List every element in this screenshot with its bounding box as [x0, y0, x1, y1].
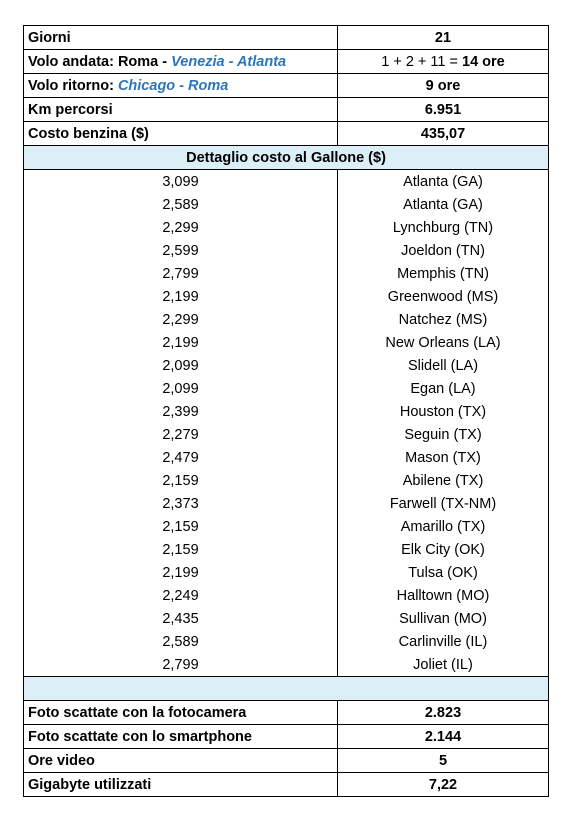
volo-ritorno-value[interactable]: 9 ore: [338, 74, 549, 98]
gas-city-cell[interactable]: Greenwood (MS): [338, 285, 549, 308]
gas-price-cell[interactable]: 3,099: [24, 170, 338, 194]
volo-ritorno-cell[interactable]: [24, 74, 338, 98]
gas-price-cell[interactable]: 2,599: [24, 239, 338, 262]
footer-stat-row: [24, 701, 549, 725]
footer-stat-row: [24, 773, 549, 797]
gas-price-cell[interactable]: 2,373: [24, 492, 338, 515]
gas-city-cell[interactable]: Joliet (IL): [338, 653, 549, 677]
table-body: [24, 26, 549, 797]
row-spacer: [24, 677, 549, 701]
gas-price-cell[interactable]: 2,159: [24, 538, 338, 561]
footer-stat-value[interactable]: 2.823: [338, 701, 549, 725]
footer-stat-value[interactable]: 7,22: [338, 773, 549, 797]
row-giorni: [24, 26, 549, 50]
costo-benzina-label[interactable]: Costo benzina ($): [24, 122, 338, 146]
footer-stat-label[interactable]: Foto scattate con la fotocamera: [24, 701, 338, 725]
gas-price-row: [24, 377, 549, 400]
gas-price-cell[interactable]: 2,099: [24, 377, 338, 400]
gas-price-row: [24, 515, 549, 538]
trip-summary-table: [23, 25, 549, 797]
gas-price-row: [24, 170, 549, 194]
gas-price-row: [24, 469, 549, 492]
gas-city-cell[interactable]: Mason (TX): [338, 446, 549, 469]
footer-stat-row: [24, 749, 549, 773]
volo-ritorno-route: Chicago - Roma: [117, 77, 229, 94]
gas-price-row: [24, 239, 549, 262]
row-volo-andata: [24, 50, 549, 74]
gas-city-cell[interactable]: Atlanta (GA): [338, 170, 549, 194]
gas-city-cell[interactable]: New Orleans (LA): [338, 331, 549, 354]
costo-benzina-value[interactable]: 435,07: [338, 122, 549, 146]
row-km-percorsi: [24, 98, 549, 122]
row-detail-header: [24, 146, 549, 170]
gas-city-cell[interactable]: Natchez (MS): [338, 308, 549, 331]
gas-price-row: [24, 354, 549, 377]
gas-price-row: [24, 262, 549, 285]
volo-andata-cell[interactable]: [24, 50, 338, 74]
footer-stat-value[interactable]: 2.144: [338, 725, 549, 749]
gas-city-cell[interactable]: Abilene (TX): [338, 469, 549, 492]
gas-city-cell[interactable]: Lynchburg (TN): [338, 216, 549, 239]
gas-price-cell[interactable]: 2,589: [24, 630, 338, 653]
gas-price-cell[interactable]: 2,299: [24, 308, 338, 331]
gas-city-cell[interactable]: Carlinville (IL): [338, 630, 549, 653]
gas-city-cell[interactable]: Joeldon (TN): [338, 239, 549, 262]
footer-stat-label[interactable]: Gigabyte utilizzati: [24, 773, 338, 797]
gas-city-cell[interactable]: Amarillo (TX): [338, 515, 549, 538]
footer-stat-value[interactable]: 5: [338, 749, 549, 773]
footer-stat-label[interactable]: Foto scattate con lo smartphone: [24, 725, 338, 749]
gas-price-row: [24, 193, 549, 216]
gas-price-cell[interactable]: 2,199: [24, 285, 338, 308]
gas-price-row: [24, 653, 549, 677]
gas-city-cell[interactable]: Tulsa (OK): [338, 561, 549, 584]
gas-price-row: [24, 423, 549, 446]
gas-price-row: [24, 561, 549, 584]
volo-andata-total: 14 ore: [462, 53, 505, 70]
volo-andata-expression: 1 + 2 + 11 =: [381, 53, 463, 70]
gas-city-cell[interactable]: Houston (TX): [338, 400, 549, 423]
gas-city-cell[interactable]: Farwell (TX-NM): [338, 492, 549, 515]
gas-price-row: [24, 308, 549, 331]
gas-price-row: [24, 630, 549, 653]
gas-price-cell[interactable]: 2,099: [24, 354, 338, 377]
gas-price-row: [24, 492, 549, 515]
km-percorsi-value[interactable]: 6.951: [338, 98, 549, 122]
gas-price-cell[interactable]: 2,799: [24, 262, 338, 285]
volo-andata-value-cell[interactable]: [338, 50, 549, 74]
gas-city-cell[interactable]: Memphis (TN): [338, 262, 549, 285]
footer-stat-label[interactable]: Ore video: [24, 749, 338, 773]
gas-price-row: [24, 331, 549, 354]
gas-price-cell[interactable]: 2,299: [24, 216, 338, 239]
gas-price-cell[interactable]: 2,399: [24, 400, 338, 423]
gas-city-cell[interactable]: Elk City (OK): [338, 538, 549, 561]
gas-price-row: [24, 584, 549, 607]
gas-price-row: [24, 538, 549, 561]
gas-city-cell[interactable]: Halltown (MO): [338, 584, 549, 607]
gas-price-cell[interactable]: 2,159: [24, 469, 338, 492]
gas-price-cell[interactable]: 2,159: [24, 515, 338, 538]
row-costo-benzina: [24, 122, 549, 146]
giorni-label[interactable]: Giorni: [24, 26, 338, 50]
volo-andata-label: Volo andata: Roma -: [28, 53, 172, 70]
gas-price-cell[interactable]: 2,199: [24, 561, 338, 584]
gas-price-cell[interactable]: 2,479: [24, 446, 338, 469]
giorni-value[interactable]: 21: [338, 26, 549, 50]
volo-andata-route: Venezia - Atlanta: [171, 53, 287, 70]
gas-city-cell[interactable]: Sullivan (MO): [338, 607, 549, 630]
detail-section-header[interactable]: Dettaglio costo al Gallone ($): [24, 146, 549, 170]
gas-price-cell[interactable]: 2,589: [24, 193, 338, 216]
gas-city-cell[interactable]: Egan (LA): [338, 377, 549, 400]
gas-city-cell[interactable]: Seguin (TX): [338, 423, 549, 446]
km-percorsi-label[interactable]: Km percorsi: [24, 98, 338, 122]
gas-price-row: [24, 607, 549, 630]
gas-price-row: [24, 400, 549, 423]
gas-price-cell[interactable]: 2,199: [24, 331, 338, 354]
gas-price-cell[interactable]: 2,799: [24, 653, 338, 677]
gas-price-cell[interactable]: 2,279: [24, 423, 338, 446]
gas-price-cell[interactable]: 2,249: [24, 584, 338, 607]
gas-price-row: [24, 216, 549, 239]
gas-price-row: [24, 285, 549, 308]
row-volo-ritorno: [24, 74, 549, 98]
volo-ritorno-label: Volo ritorno:: [28, 77, 118, 94]
spacer-cell: [24, 677, 549, 701]
gas-city-cell[interactable]: Slidell (LA): [338, 354, 549, 377]
gas-price-row: [24, 446, 549, 469]
gas-price-cell[interactable]: 2,435: [24, 607, 338, 630]
footer-stat-row: [24, 725, 549, 749]
gas-city-cell[interactable]: Atlanta (GA): [338, 193, 549, 216]
